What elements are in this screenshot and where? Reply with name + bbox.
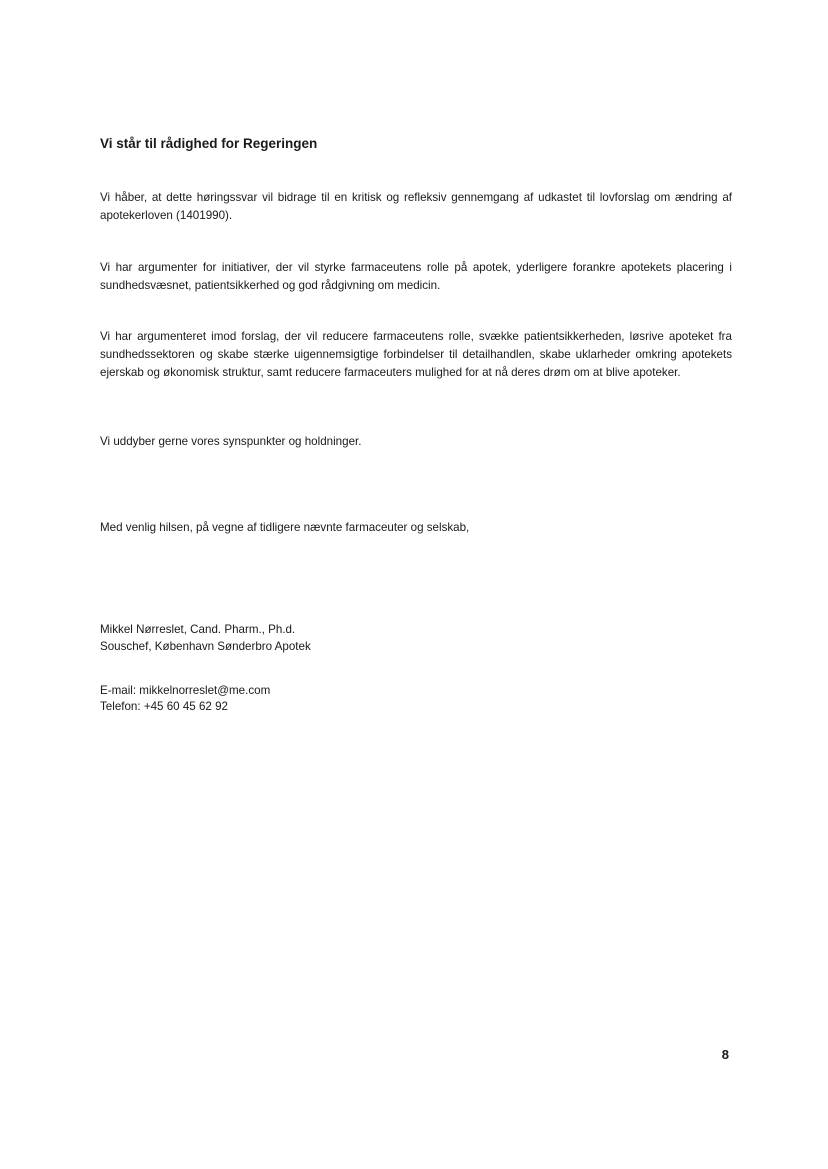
paragraph-hope: Vi håber, at dette høringssvar vil bidrage til en kritisk og refleksiv gennemgang af udkastet til lovforslag om ændring af apotekerloven (1401990). — [100, 191, 732, 222]
paragraph-arguments-for: Vi har argumenter for initiativer, der vil styrke farmaceutens rolle på apotek, yderligere forankre apotekets placering i sundhedsvæsnet, patientsikkerhed og god rådgivning om medicin. — [100, 261, 732, 292]
page-number: 8 — [721, 1047, 729, 1062]
signature-name: Mikkel Nørreslet, Cand. Pharm., Ph.d. — [100, 623, 296, 636]
signature-title: Souschef, København Sønderbro Apotek — [100, 640, 311, 653]
contact-email: E-mail: mikkelnorreslet@me.com — [100, 684, 271, 697]
contact-phone: Telefon: +45 60 45 62 92 — [100, 700, 228, 713]
paragraph-arguments-against: Vi har argumenteret imod forslag, der vil reducere farmaceutens rolle, svække patientsikkerheden, løsrive apoteket fra sundhedssektoren og skabe stærke uigennemsigtige forbindelser til detailhandlen, skabe uklarheder omkring apotekets ejerskab og økonomisk struktur, samt reducere farmaceuters mulighed for at nå deres drøm om at blive apoteker. — [100, 330, 732, 379]
paragraph-elaborate: Vi uddyber gerne vores synspunkter og holdninger. — [100, 435, 362, 448]
paragraph-closing: Med venlig hilsen, på vegne af tidligere nævnte farmaceuter og selskab, — [100, 521, 470, 534]
section-heading: Vi står til rådighed for Regeringen — [100, 136, 318, 151]
